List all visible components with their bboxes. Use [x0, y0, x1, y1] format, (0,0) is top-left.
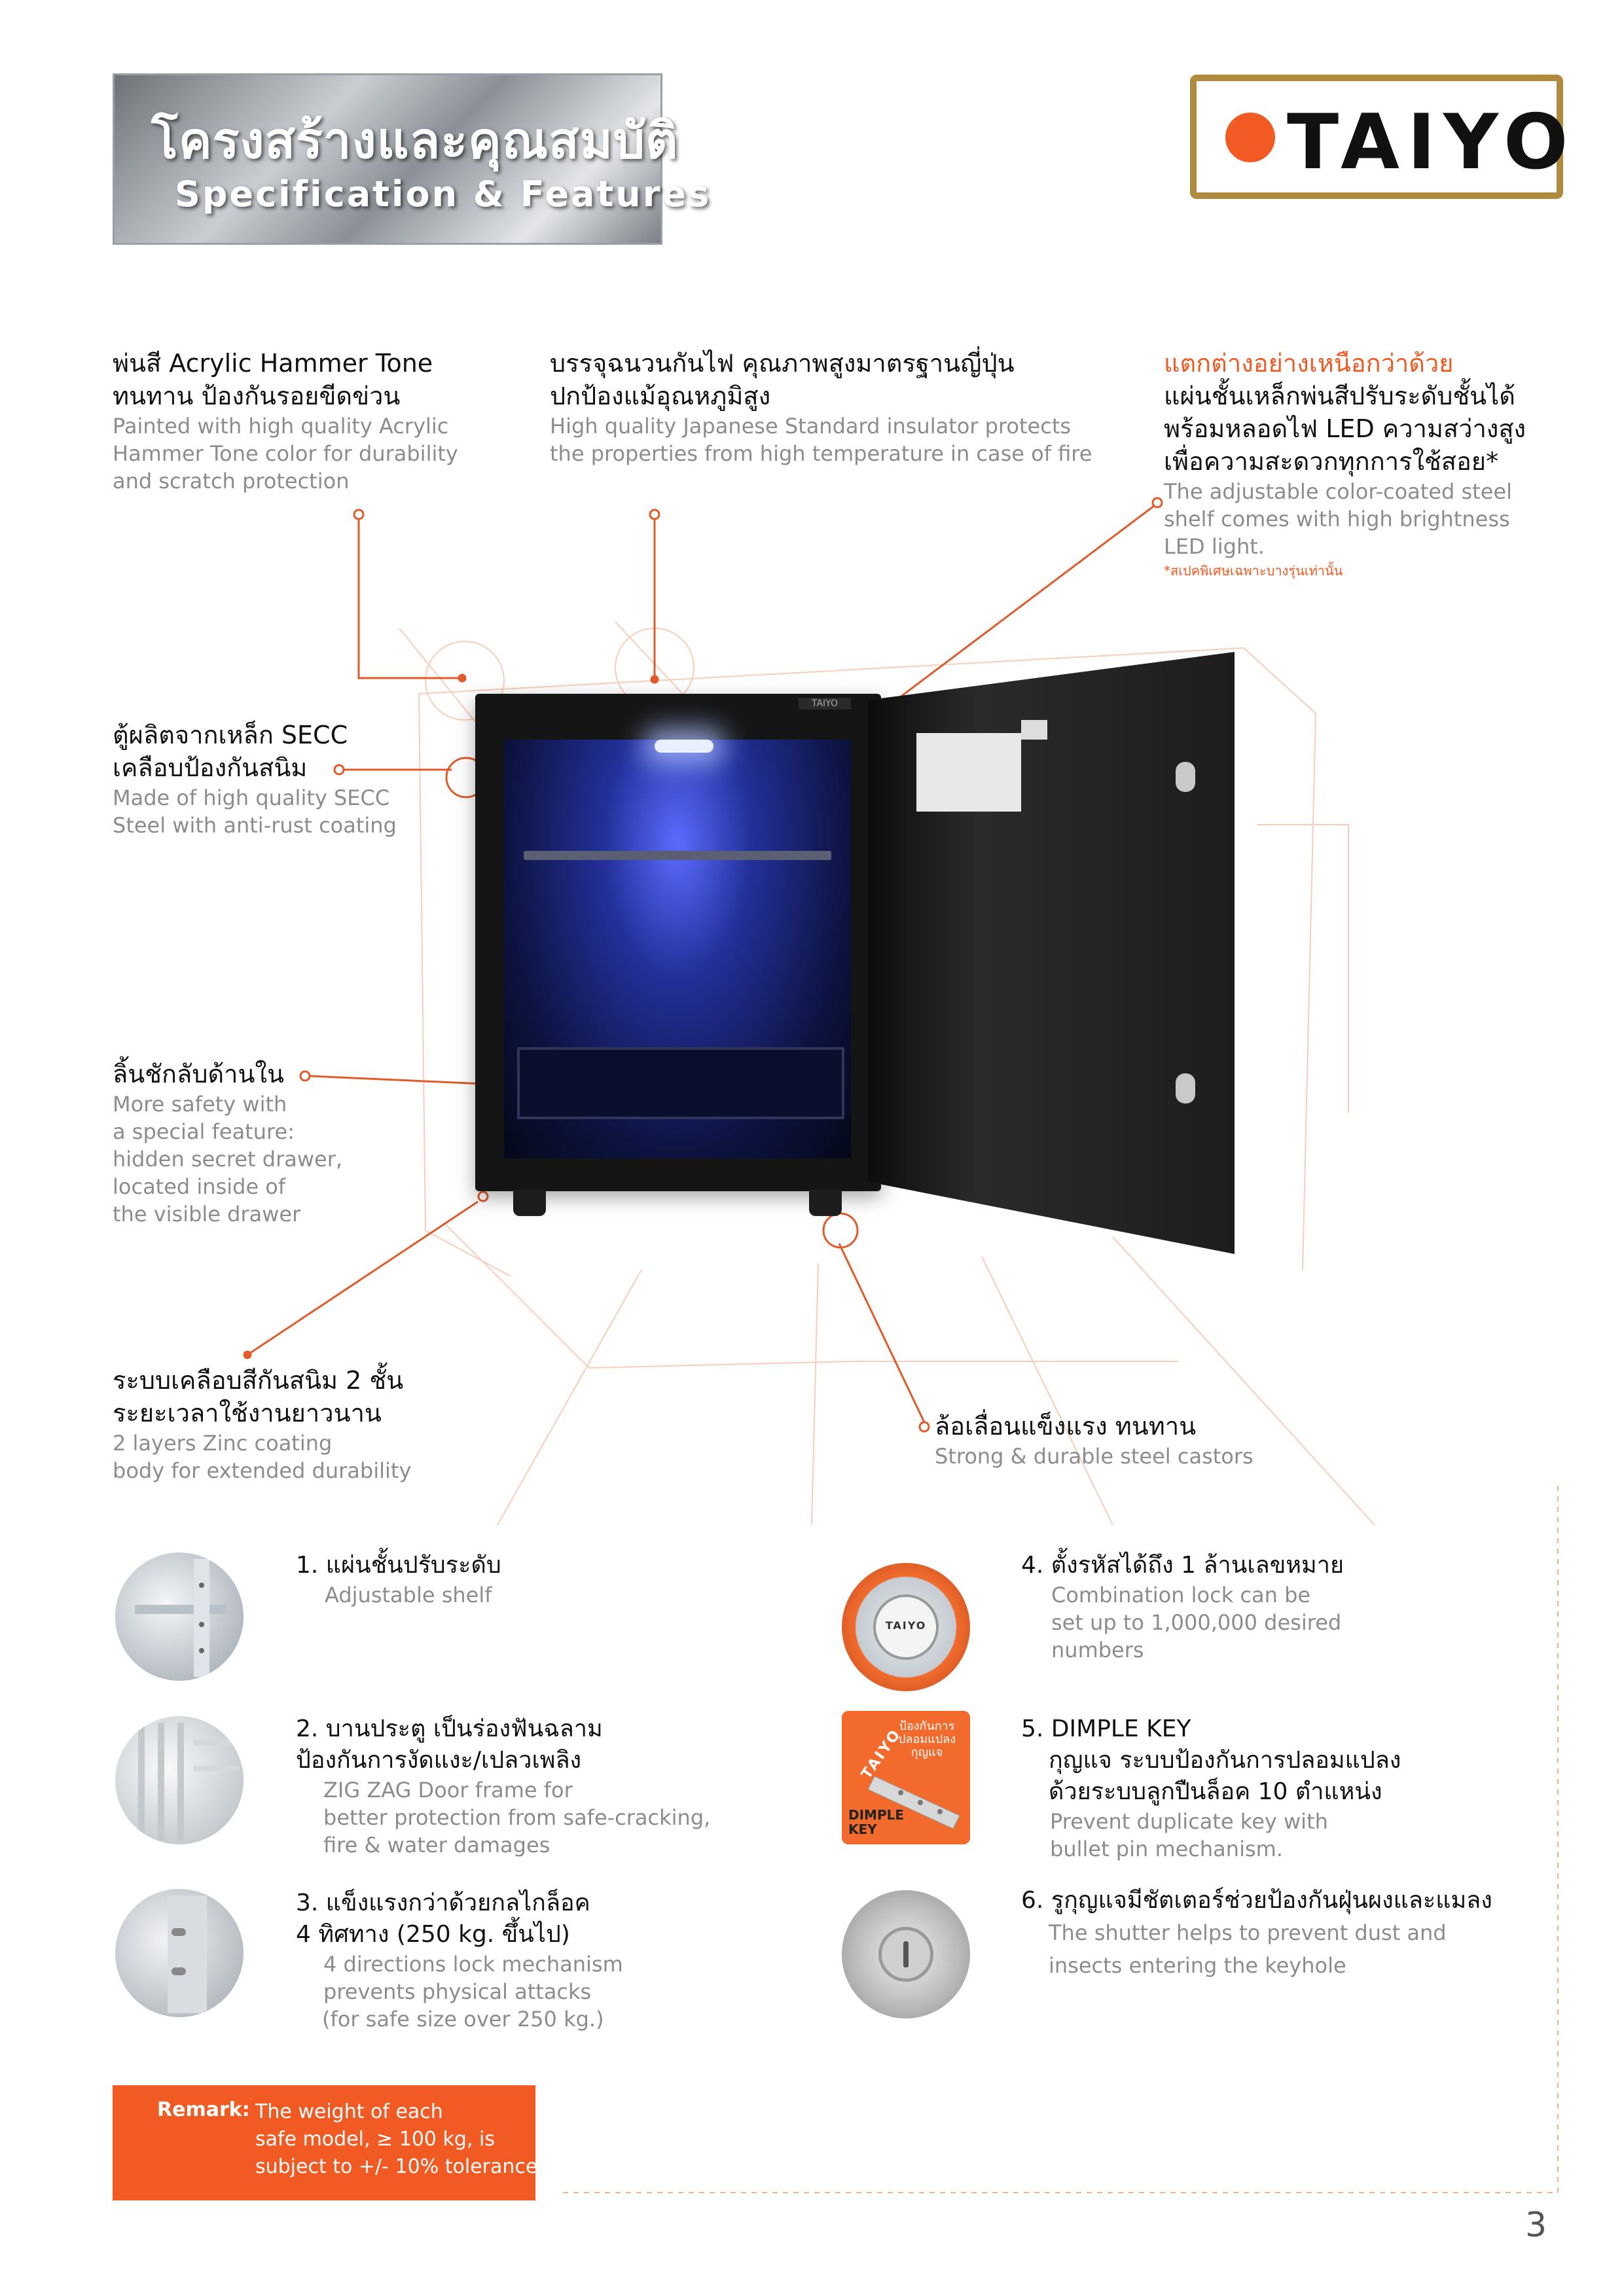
callout-paint-th-1: พ่นสี Acrylic Hammer Tone	[113, 349, 433, 378]
callout-shelf-th-1: แผ่นชั้นเหล็กพ่นสีปรับระดับชั้นได้	[1164, 382, 1515, 410]
callout-castors-th-1: ล้อเลื่อนแข็งแรง ทนทาน	[935, 1412, 1197, 1441]
feature-6-en-1: The shutter helps to prevent dust and	[1049, 1920, 1447, 1945]
castor-right-icon	[809, 1190, 842, 1216]
feature-5-en-1: Prevent duplicate key with	[1050, 1809, 1328, 1834]
callout-paint-th-2: ทนทาน ป้องกันรอยขีดข่วน	[113, 382, 401, 410]
remark-text-3: subject to +/- 10% tolerance	[255, 2155, 538, 2178]
callout-zinc-th-1: ระบบเคลือบสีกันสนิม 2 ชั้น	[113, 1366, 404, 1395]
feature-5-th-3: ด้วยระบบลูกปืนล็อค 10 ตำแหน่ง	[1049, 1778, 1382, 1805]
callout-drawer-th-1: ลิ้นชักลับด้านใน	[113, 1060, 284, 1088]
feature-1-th-1: 1. แผ่นชั้นปรับระดับ	[296, 1552, 501, 1579]
safe-brand-plate: TAIYO	[799, 698, 851, 709]
callout-shelf-th-2: พร้อมหลอดไฟ LED ความสว่างสูง	[1164, 414, 1526, 443]
feature-2	[296, 1713, 710, 1859]
callout-zinc-en-2: body for extended durability	[113, 1458, 412, 1483]
dimple-key-thumb	[842, 1711, 970, 1844]
remark-text-2: safe model, ≥ 100 kg, is	[255, 2128, 495, 2151]
title-english: Specification & Features	[175, 173, 712, 215]
remark-text	[255, 2098, 537, 2181]
feature-5-en-2: bullet pin mechanism.	[1050, 1837, 1283, 1861]
feature-2-en-3: fire & water damages	[323, 1833, 550, 1857]
feature-5-th-1: 5. DIMPLE KEY	[1021, 1715, 1191, 1742]
feature-4-en-3: numbers	[1051, 1638, 1144, 1662]
feature-6-th-1: 6. รูกุญแจมีชัตเตอร์ช่วยป้องกันฝุ่นผงและแมลง	[1021, 1887, 1492, 1914]
keyhole-slot-icon	[903, 1941, 909, 1967]
callout-shelf-th-orange: แตกต่างอย่างเหนือกว่าด้วย	[1164, 349, 1454, 378]
callout-drawer	[113, 1058, 342, 1228]
callout-steel-en-2: Steel with anti-rust coating	[113, 813, 397, 838]
remark-label: Remark:	[157, 2098, 250, 2121]
callout-steel	[113, 719, 397, 839]
feature-4-en-2: set up to 1,000,000 desired	[1051, 1610, 1342, 1635]
feature-3-th-1: 3. แข็งแรงกว่าด้วยกลไกล็อค	[296, 1890, 590, 1916]
door-sticker	[916, 733, 1021, 812]
castor-left-icon	[513, 1190, 546, 1216]
feature-3-en-3: (for safe size over 250 kg.)	[322, 2007, 604, 2032]
door-bolt-bottom-icon	[1176, 1073, 1195, 1103]
callout-paint-en-1: Painted with high quality Acrylic	[113, 414, 449, 439]
feature-5	[1021, 1713, 1401, 1863]
feature-2-th-1: 2. บานประตู เป็นร่องฟันฉลาม	[296, 1715, 603, 1742]
feature-4	[1021, 1550, 1344, 1664]
door-badge	[1021, 720, 1047, 740]
callout-zinc-en-1: 2 layers Zinc coating	[113, 1431, 333, 1456]
feature-3-en-1: 4 directions lock mechanism	[323, 1952, 623, 1977]
callout-drawer-en-4: located inside of	[113, 1174, 286, 1199]
dimple-brand: TAIYO	[858, 1725, 905, 1782]
callout-shelf-led	[1164, 347, 1526, 581]
callout-steel-th-1: ตู้ผลิตจากเหล็ก SECC	[113, 721, 348, 749]
lock-bolt-thumb	[115, 1889, 244, 2017]
callout-zinc	[113, 1364, 411, 1484]
page-number: 3	[1525, 2206, 1547, 2245]
remark-text-1: The weight of each	[255, 2100, 443, 2123]
callout-steel-th-2: เคลือบป้องกันสนิม	[113, 753, 308, 782]
callout-zinc-th-2: ระยะเวลาใช้งานยาวนาน	[113, 1399, 382, 1427]
feature-2-th-2: ป้องกันการงัดแงะ/เปลวเพลิง	[296, 1747, 582, 1774]
feature-4-th-1: 4. ตั้งรหัสได้ถึง 1 ล้านเลขหมาย	[1021, 1552, 1344, 1579]
feature-1	[296, 1550, 501, 1609]
dimple-label: DIMPLE KEY	[848, 1807, 905, 1837]
keyhole-shutter-thumb	[842, 1890, 970, 2018]
zigzag-frame-icon	[115, 1716, 244, 1844]
feature-3-en-2: prevents physical attacks	[323, 1979, 592, 2004]
shelf-thumb-icon	[115, 1552, 244, 1681]
lock-bolt-icon	[115, 1889, 244, 2017]
callout-shelf-en-3: LED light.	[1164, 534, 1265, 559]
callout-insulator-th-1: บรรจุฉนวนกันไฟ คุณภาพสูงมาตรฐานญี่ปุ่น	[550, 349, 1015, 378]
callout-insulator-th-2: ปกป้องแม้อุณหภูมิสูง	[550, 382, 771, 410]
feature-6	[1021, 1885, 1492, 1982]
dial-brand: TAIYO	[885, 1619, 927, 1632]
feature-3	[296, 1888, 623, 2033]
logo-text: TAIYO	[1287, 98, 1576, 187]
callout-drawer-en-1: More safety with	[113, 1092, 287, 1117]
callout-paint	[113, 347, 458, 495]
led-light-icon	[655, 740, 713, 753]
callout-drawer-en-5: the visible drawer	[113, 1202, 301, 1227]
callout-shelf-en-2: shelf comes with high brightness	[1164, 507, 1510, 531]
callout-shelf-th-3: เพื่อความสะดวกทุกการใช้สอย*	[1164, 447, 1499, 476]
callout-castors-en-1: Strong & durable steel castors	[935, 1444, 1254, 1469]
feature-5-th-2: กุญแจ ระบบป้องกันการปลอมแปลง	[1049, 1747, 1401, 1774]
callout-shelf-note: *สเปคพิเศษเฉพาะบางรุ่นเท่านั้น	[1164, 563, 1343, 579]
adjustable-shelf-thumb	[115, 1552, 244, 1681]
dimple-badge: ป้องกันการปลอมแปลงกุญแจ	[898, 1719, 956, 1759]
callout-shelf-en-1: The adjustable color-coated steel	[1164, 479, 1512, 504]
combination-dial-thumb	[842, 1563, 970, 1691]
callout-castors	[935, 1410, 1254, 1470]
callout-insulator	[550, 347, 1092, 467]
callout-drawer-en-3: hidden secret drawer,	[113, 1147, 343, 1172]
callout-paint-en-3: and scratch protection	[113, 469, 350, 493]
hidden-drawer	[517, 1047, 844, 1119]
feature-4-en-1: Combination lock can be	[1051, 1583, 1311, 1607]
feature-6-en-2: insects entering the keyhole	[1049, 1953, 1346, 1978]
callout-steel-en-1: Made of high quality SECC	[113, 785, 390, 810]
adjustable-shelf	[524, 851, 831, 860]
remark-box	[113, 2085, 538, 2200]
door-bolt-top-icon	[1176, 762, 1195, 792]
feature-1-en-1: Adjustable shelf	[325, 1583, 492, 1607]
feature-3-th-2: 4 ทิศทาง (250 kg. ขึ้นไป)	[296, 1921, 570, 1948]
title-thai: โครงสร้างและคุณสมบัติ	[151, 111, 679, 170]
zigzag-door-thumb	[115, 1716, 244, 1844]
callout-drawer-en-2: a special feature:	[113, 1119, 295, 1144]
callout-insulator-en-1: High quality Japanese Standard insulator protects	[550, 414, 1072, 439]
feature-2-en-1: ZIG ZAG Door frame for	[323, 1778, 573, 1803]
feature-2-en-2: better protection from safe-cracking,	[323, 1805, 711, 1830]
callout-insulator-en-2: the properties from high temperature in case of fire	[550, 441, 1092, 466]
callout-paint-en-2: Hammer Tone color for durability	[113, 441, 458, 466]
